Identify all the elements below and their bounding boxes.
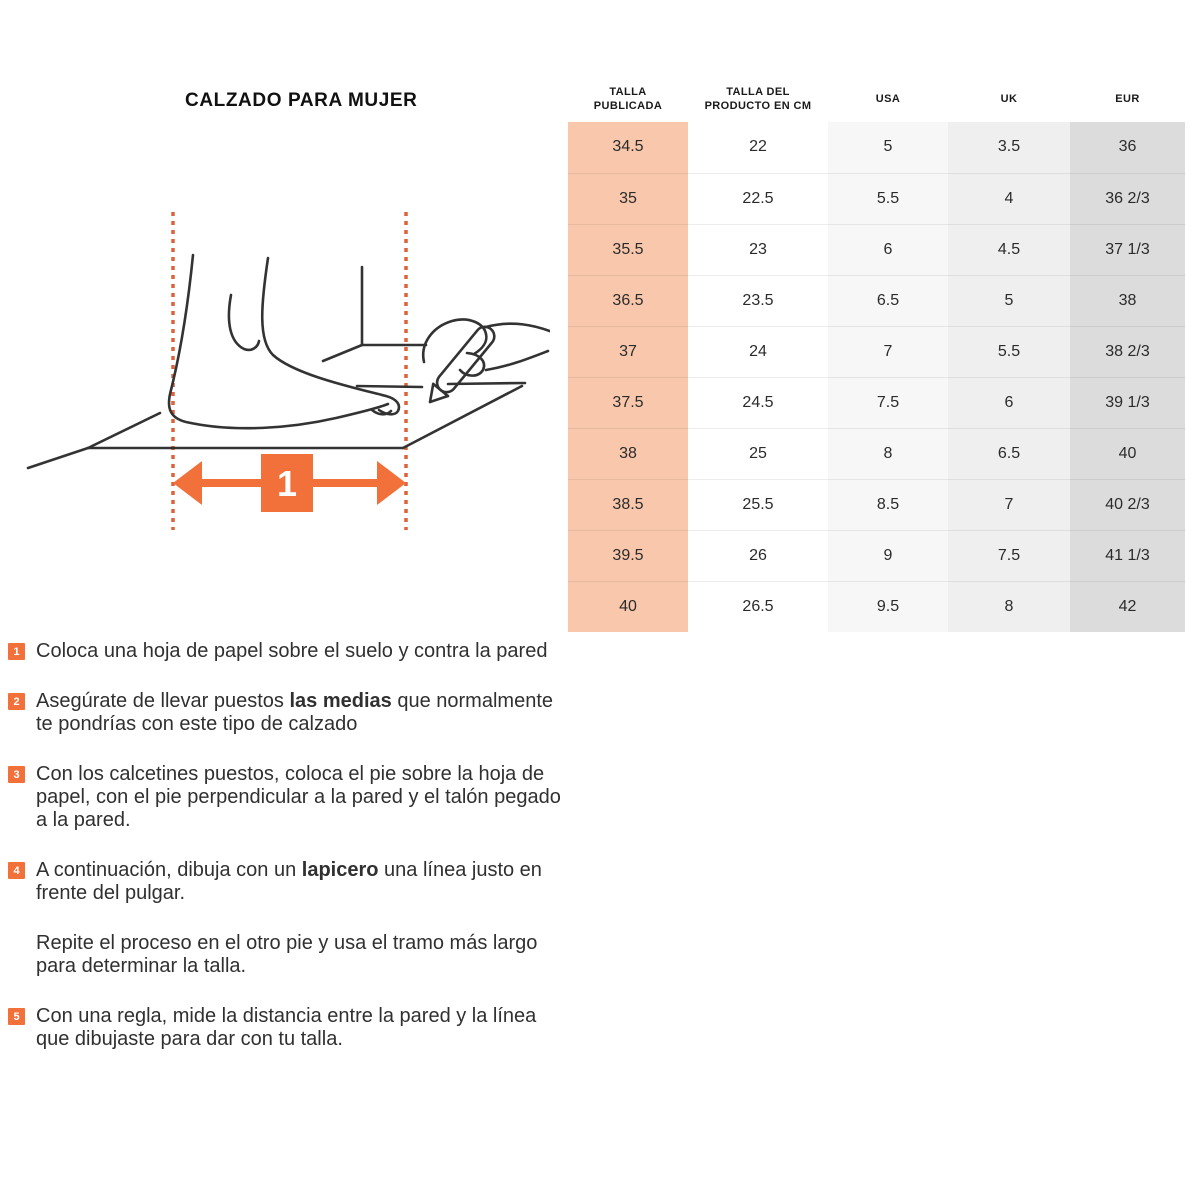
size-cell: 38.5 — [568, 479, 688, 530]
paper-left-edge — [88, 413, 160, 448]
instruction-step-3 — [8, 763, 568, 832]
size-cell: 41 1/3 — [1070, 530, 1185, 581]
step-badge-spacer — [8, 935, 25, 952]
size-cell: 8 — [828, 428, 948, 479]
size-cell: 23.5 — [688, 275, 828, 326]
header-eur: EUR — [1070, 78, 1185, 122]
size-cell: 5.5 — [948, 326, 1070, 377]
size-cell: 26.5 — [688, 581, 828, 632]
size-cell: 37 1/3 — [1070, 224, 1185, 275]
size-cell: 7 — [948, 479, 1070, 530]
size-cell: 40 2/3 — [1070, 479, 1185, 530]
measure-step-number: 1 — [276, 463, 298, 504]
size-table-row — [568, 122, 1185, 173]
size-table-row — [568, 581, 1185, 632]
size-cell: 39.5 — [568, 530, 688, 581]
paper-right-edge — [403, 386, 522, 448]
page-title: CALZADO PARA MUJER — [185, 90, 418, 111]
size-cell: 26 — [688, 530, 828, 581]
size-cell: 36 2/3 — [1070, 173, 1185, 224]
header-usa: USA — [828, 78, 948, 122]
instruction-note — [8, 932, 568, 978]
size-cell: 6.5 — [828, 275, 948, 326]
instruction-text: A continuación, dibuja con un lapicero una línea justo en frente del pulgar. — [36, 859, 542, 904]
instructions-list — [8, 640, 568, 1078]
size-cell: 22.5 — [688, 173, 828, 224]
size-table-row — [568, 326, 1185, 377]
size-cell: 9 — [828, 530, 948, 581]
size-cell: 38 2/3 — [1070, 326, 1185, 377]
size-table-container — [568, 78, 1185, 632]
instruction-step-4 — [8, 859, 568, 905]
foot-top — [262, 258, 399, 414]
size-table-row — [568, 377, 1185, 428]
step-number-badge: 3 — [8, 766, 25, 783]
size-cell: 25 — [688, 428, 828, 479]
size-cell: 6.5 — [948, 428, 1070, 479]
size-cell: 3.5 — [948, 122, 1070, 173]
header-talla-publicada: TALLA PUBLICADA — [568, 78, 688, 122]
foot-measurement-diagram — [20, 200, 550, 530]
size-cell: 5 — [948, 275, 1070, 326]
wall-floor-diagonal — [323, 345, 362, 361]
size-table-row — [568, 479, 1185, 530]
size-cell: 40 — [568, 581, 688, 632]
instruction-text: Repite el proceso en el otro pie y usa el tramo más largo para determinar la talla. — [36, 932, 538, 977]
size-cell: 22 — [688, 122, 828, 173]
step-number-badge: 5 — [8, 1008, 25, 1025]
instruction-step-1 — [8, 640, 568, 663]
header-uk: UK — [948, 78, 1070, 122]
size-cell: 36.5 — [568, 275, 688, 326]
size-table-row — [568, 530, 1185, 581]
size-cell: 7 — [828, 326, 948, 377]
size-cell: 7.5 — [828, 377, 948, 428]
size-table-row — [568, 224, 1185, 275]
size-cell: 23 — [688, 224, 828, 275]
size-cell: 9.5 — [828, 581, 948, 632]
step-number-badge: 1 — [8, 643, 25, 660]
size-cell: 4.5 — [948, 224, 1070, 275]
instruction-text: Asegúrate de llevar puestos las medias que normalmente te pondrías con este tipo de calzado — [36, 690, 553, 735]
size-cell: 36 — [1070, 122, 1185, 173]
size-cell: 5.5 — [828, 173, 948, 224]
step-number-badge: 4 — [8, 862, 25, 879]
foot-ankle-curve — [229, 295, 259, 350]
size-table-body — [568, 122, 1185, 632]
toe-line-left — [357, 386, 422, 387]
foot-line-art — [28, 255, 550, 468]
size-cell: 24 — [688, 326, 828, 377]
size-cell: 35.5 — [568, 224, 688, 275]
size-cell: 8 — [948, 581, 1070, 632]
size-conversion-table — [568, 78, 1185, 632]
size-cell: 37 — [568, 326, 688, 377]
size-cell: 8.5 — [828, 479, 948, 530]
size-cell: 42 — [1070, 581, 1185, 632]
size-table-row — [568, 428, 1185, 479]
size-table-row — [568, 275, 1185, 326]
size-cell: 34.5 — [568, 122, 688, 173]
size-cell: 37.5 — [568, 377, 688, 428]
size-cell: 5 — [828, 122, 948, 173]
size-cell: 38 — [1070, 275, 1185, 326]
instruction-text: Coloca una hoja de papel sobre el suelo y contra la pared — [36, 640, 548, 662]
floor-edge-left — [28, 448, 88, 468]
size-cell: 39 1/3 — [1070, 377, 1185, 428]
size-cell: 35 — [568, 173, 688, 224]
step-number-badge: 2 — [8, 693, 25, 710]
size-cell: 6 — [948, 377, 1070, 428]
instruction-text: Con una regla, mide la distancia entre la pared y la línea que dibujaste para dar con tu talla. — [36, 1005, 537, 1050]
size-cell: 7.5 — [948, 530, 1070, 581]
size-cell: 25.5 — [688, 479, 828, 530]
size-cell: 6 — [828, 224, 948, 275]
size-cell: 40 — [1070, 428, 1185, 479]
foot-heel-sole — [169, 255, 388, 428]
instruction-text: Con los calcetines puestos, coloca el pie sobre la hoja de papel, con el pie perpendicular a la pared y el talón pegado a la pared. — [36, 763, 561, 831]
instruction-step-5 — [8, 1005, 568, 1051]
instruction-step-2 — [8, 690, 568, 736]
header-talla-producto-cm: TALLA DEL PRODUCTO EN CM — [688, 78, 828, 122]
size-cell: 4 — [948, 173, 1070, 224]
size-table-row — [568, 173, 1185, 224]
size-cell: 24.5 — [688, 377, 828, 428]
size-table-header — [568, 78, 1185, 122]
size-cell: 38 — [568, 428, 688, 479]
